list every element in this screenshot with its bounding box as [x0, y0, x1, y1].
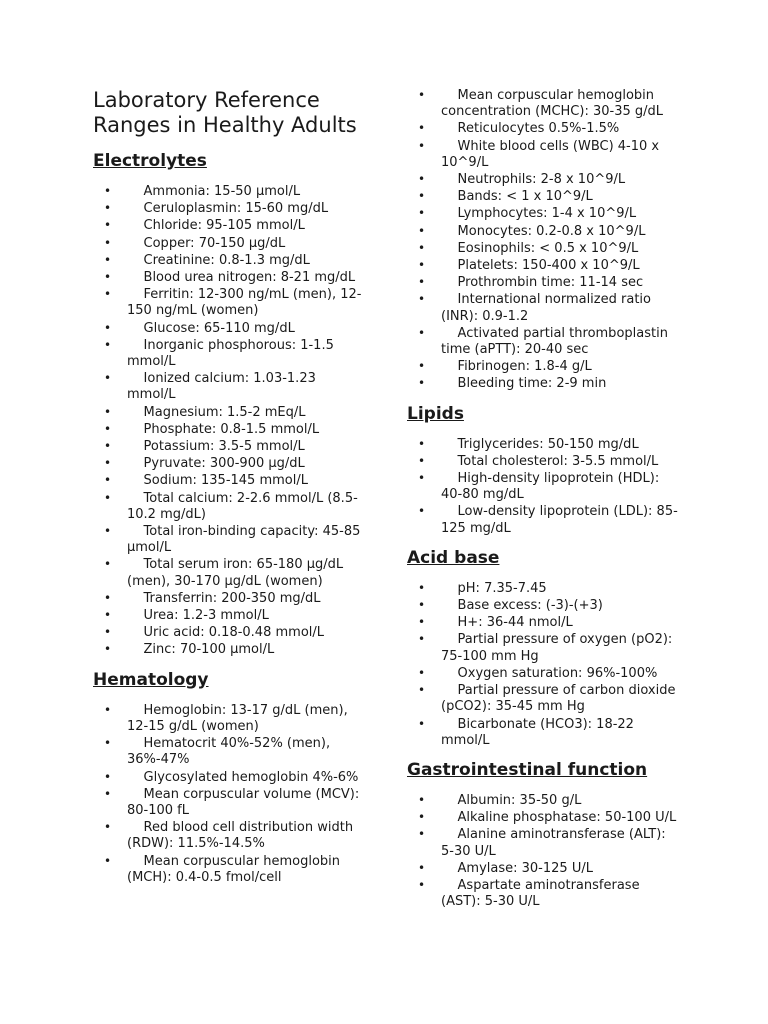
bullet-icon: • [418, 810, 426, 825]
bullet-icon: • [418, 223, 426, 238]
list-item [93, 786, 363, 819]
bullet-icon: • [418, 580, 426, 595]
list-item-text: Creatinine: 0.8-1.3 mg/dL [143, 252, 310, 268]
list-item-text: Oxygen saturation: 96%-100% [457, 665, 658, 681]
bullet-icon: • [418, 240, 426, 255]
bullet-icon: • [418, 189, 426, 204]
list-item-text: Alanine aminotransferase (ALT): 5-30 U/L [441, 827, 666, 859]
list-item-text: Glucose: 65-110 mg/dL [143, 320, 295, 336]
list-item-text: Bicarbonate (HCO3): 18-22 mmol/L [441, 716, 634, 748]
list-item [93, 556, 363, 589]
list-item [93, 235, 363, 252]
list-item-text: Platelets: 150-400 x 10^9/L [457, 258, 640, 274]
left-column [93, 84, 363, 896]
bullet-icon: • [104, 736, 112, 751]
list-item-text: Reticulocytes 0.5%-1.5% [457, 121, 620, 137]
list-item [407, 257, 679, 274]
list-item-text: Albumin: 35-50 g/L [457, 792, 582, 808]
list-item [407, 453, 679, 470]
bullet-icon: • [418, 615, 426, 630]
list-item [407, 597, 679, 614]
list-item [93, 735, 363, 768]
list-item-text: Uric acid: 0.18-0.48 mmol/L [143, 625, 325, 641]
list-item-text: Zinc: 70-100 µmol/L [143, 642, 275, 658]
list-item [93, 769, 363, 786]
bullet-icon: • [418, 359, 426, 374]
list-item [407, 240, 679, 257]
list-item [407, 358, 679, 375]
list-item [407, 171, 679, 188]
list-item-text: Bands: < 1 x 10^9/L [457, 189, 593, 205]
list-item-text: Copper: 70-150 µg/dL [143, 235, 286, 251]
bullet-icon: • [104, 820, 112, 835]
list-item-text: Ferritin: 12-300 ng/mL (men), 12-150 ng/mL (women) [127, 287, 362, 319]
list-item [407, 503, 679, 536]
bullet-icon: • [104, 625, 112, 640]
list-item [93, 455, 363, 472]
list-item-text: Hemoglobin: 13-17 g/dL (men), 12-15 g/dL (women) [127, 702, 348, 734]
list-item [407, 87, 679, 120]
list-item-text: Chloride: 95-105 mmol/L [143, 218, 305, 234]
bullet-icon: • [418, 325, 426, 340]
list-item-text: Glycosylated hemoglobin 4%-6% [143, 769, 359, 785]
list-item [93, 200, 363, 217]
bullet-icon: • [104, 439, 112, 454]
list-item-text: Fibrinogen: 1.8-4 g/L [457, 359, 592, 375]
right-column [407, 84, 679, 920]
list-item [407, 325, 679, 358]
bullet-icon: • [418, 665, 426, 680]
bullet-icon: • [104, 404, 112, 419]
bullet-icon: • [418, 598, 426, 613]
list-item-text: Ionized calcium: 1.03-1.23 mmol/L [127, 371, 316, 403]
list-item-text: Eosinophils: < 0.5 x 10^9/L [457, 240, 639, 256]
bullet-icon: • [418, 877, 426, 892]
list-item [407, 188, 679, 205]
bullet-icon: • [418, 792, 426, 807]
acid-base-list [407, 580, 679, 749]
bullet-icon: • [418, 138, 426, 153]
section-heading-gastrointestinal: Gastrointestinal function [407, 759, 648, 780]
bullet-icon: • [104, 201, 112, 216]
list-item [93, 337, 363, 370]
bullet-icon: • [418, 206, 426, 221]
list-item [93, 286, 363, 319]
list-item [407, 274, 679, 291]
list-item [93, 472, 363, 489]
gastrointestinal-list [407, 792, 679, 910]
list-item [407, 792, 679, 809]
bullet-icon: • [104, 252, 112, 267]
page-title: Laboratory Reference Ranges in Healthy Adults [93, 88, 357, 137]
hematology-list-left [93, 702, 363, 886]
bullet-icon: • [104, 218, 112, 233]
bullet-icon: • [418, 827, 426, 842]
bullet-icon: • [418, 275, 426, 290]
bullet-icon: • [104, 235, 112, 250]
list-item-text: Triglycerides: 50-150 mg/dL [457, 436, 639, 452]
bullet-icon: • [104, 642, 112, 657]
bullet-icon: • [104, 490, 112, 505]
list-item [407, 682, 679, 715]
list-item-text: H+: 36-44 nmol/L [457, 615, 573, 631]
list-item-text: Alkaline phosphatase: 50-100 U/L [457, 810, 677, 826]
list-item-text: Mean corpuscular hemoglobin concentration (MCHC): 30-35 g/dL [441, 88, 664, 120]
bullet-icon: • [104, 270, 112, 285]
list-item [407, 826, 679, 859]
list-item [93, 853, 363, 886]
list-item-text: Total cholesterol: 3-5.5 mmol/L [457, 453, 659, 469]
bullet-icon: • [418, 88, 426, 102]
section-heading-electrolytes: Electrolytes [93, 151, 207, 171]
list-item [93, 404, 363, 421]
bullet-icon: • [104, 769, 112, 784]
list-item [407, 291, 679, 324]
list-item-text: Urea: 1.2-3 mmol/L [143, 608, 269, 624]
bullet-icon: • [104, 371, 112, 386]
list-item-text: High-density lipoprotein (HDL): 40-80 mg/dL [441, 471, 660, 503]
list-item-text: Transferrin: 200-350 mg/dL [143, 590, 321, 606]
bullet-icon: • [104, 524, 112, 539]
bullet-icon: • [104, 320, 112, 335]
bullet-icon: • [104, 786, 112, 801]
bullet-icon: • [104, 184, 112, 198]
list-item-text: Ammonia: 15-50 µmol/L [143, 184, 301, 199]
section-heading-hematology: Hematology [93, 669, 209, 690]
list-item [407, 580, 679, 597]
list-item [407, 138, 679, 171]
bullet-icon: • [418, 632, 426, 647]
list-item [93, 370, 363, 403]
list-item [407, 120, 679, 137]
list-item [407, 809, 679, 826]
list-item-text: Red blood cell distribution width (RDW): 11.5%-14.5% [127, 820, 354, 852]
bullet-icon: • [418, 376, 426, 391]
bullet-icon: • [104, 456, 112, 471]
list-item-text: Pyruvate: 300-900 µg/dL [143, 456, 305, 472]
list-item-text: Aspartate aminotransferase (AST): 5-30 U/L [441, 877, 640, 910]
list-item [407, 877, 679, 910]
list-item-text: Bleeding time: 2-9 min [457, 376, 607, 392]
bullet-icon: • [418, 504, 426, 519]
list-item-text: Total serum iron: 65-180 µg/dL (men), 30-170 µg/dL (women) [127, 557, 344, 589]
bullet-icon: • [418, 172, 426, 187]
list-item [407, 470, 679, 503]
bullet-icon: • [418, 471, 426, 486]
list-item-text: Monocytes: 0.2-0.8 x 10^9/L [457, 223, 646, 239]
bullet-icon: • [418, 436, 426, 451]
bullet-icon: • [418, 716, 426, 731]
bullet-icon: • [104, 590, 112, 605]
section-heading-lipids: Lipids [407, 403, 464, 424]
list-item [93, 523, 363, 556]
bullet-icon: • [104, 337, 112, 352]
list-item [407, 631, 679, 664]
list-item [93, 624, 363, 641]
list-item-text: Ceruloplasmin: 15-60 mg/dL [143, 201, 329, 217]
bullet-icon: • [418, 683, 426, 698]
list-item [407, 436, 679, 453]
list-item-text: Base excess: (-3)-(+3) [457, 598, 603, 614]
list-item-text: Lymphocytes: 1-4 x 10^9/L [457, 206, 637, 222]
bullet-icon: • [104, 853, 112, 868]
list-item-text: Magnesium: 1.5-2 mEq/L [143, 404, 306, 420]
list-item-text: Partial pressure of oxygen (pO2): 75-100 mm Hg [441, 632, 673, 664]
list-item [407, 223, 679, 240]
electrolytes-list [93, 183, 363, 659]
bullet-icon: • [104, 608, 112, 623]
list-item [93, 183, 363, 200]
list-item [93, 702, 363, 735]
list-item-text: Neutrophils: 2-8 x 10^9/L [457, 172, 626, 188]
bullet-icon: • [418, 860, 426, 875]
hematology-list-right [407, 87, 679, 393]
bullet-icon: • [418, 258, 426, 273]
list-item [93, 269, 363, 286]
list-item-text: White blood cells (WBC) 4-10 x 10^9/L [441, 138, 660, 170]
list-item-text: Mean corpuscular volume (MCV): 80-100 fL [127, 786, 360, 818]
list-item-text: Low-density lipoprotein (LDL): 85-125 mg/dL [441, 504, 678, 536]
list-item [93, 590, 363, 607]
list-item [407, 716, 679, 749]
list-item [407, 860, 679, 877]
list-item-text: Inorganic phosphorous: 1-1.5 mmol/L [127, 337, 334, 370]
bullet-icon: • [418, 292, 426, 307]
list-item [93, 320, 363, 337]
list-item [407, 205, 679, 222]
list-item [93, 641, 363, 658]
bullet-icon: • [104, 287, 112, 302]
list-item-text: Amylase: 30-125 U/L [457, 860, 593, 876]
lipids-list [407, 436, 679, 537]
list-item-text: Hematocrit 40%-52% (men), 36%-47% [127, 736, 331, 768]
list-item [93, 607, 363, 624]
list-item-text: Mean corpuscular hemoglobin (MCH): 0.4-0.5 fmol/cell [127, 853, 341, 885]
list-item-text: Total calcium: 2-2.6 mmol/L (8.5-10.2 mg/dL) [127, 490, 358, 522]
list-item-text: pH: 7.35-7.45 [457, 580, 547, 596]
bullet-icon: • [418, 453, 426, 468]
list-item-text: International normalized ratio (INR): 0.9-1.2 [441, 292, 651, 324]
list-item [93, 490, 363, 523]
list-item-text: Blood urea nitrogen: 8-21 mg/dL [143, 270, 356, 286]
list-item [93, 819, 363, 852]
bullet-icon: • [104, 421, 112, 436]
list-item-text: Partial pressure of carbon dioxide (pCO2): 35-45 mm Hg [441, 683, 676, 715]
list-item [93, 217, 363, 234]
list-item [93, 252, 363, 269]
bullet-icon: • [418, 121, 426, 136]
list-item [93, 438, 363, 455]
list-item-text: Potassium: 3.5-5 mmol/L [143, 439, 305, 455]
list-item-text: Activated partial thromboplastin time (aPTT): 20-40 sec [441, 325, 668, 358]
bullet-icon: • [104, 557, 112, 572]
section-heading-acid-base: Acid base [407, 547, 500, 568]
list-item [407, 375, 679, 392]
bullet-icon: • [104, 473, 112, 488]
list-item [93, 421, 363, 438]
list-item-text: Prothrombin time: 11-14 sec [457, 275, 644, 291]
list-item [407, 665, 679, 682]
list-item-text: Sodium: 135-145 mmol/L [143, 473, 308, 489]
list-item-text: Total iron-binding capacity: 45-85 µmol/L [127, 524, 361, 556]
list-item [407, 614, 679, 631]
list-item-text: Phosphate: 0.8-1.5 mmol/L [143, 421, 320, 437]
bullet-icon: • [104, 702, 112, 717]
